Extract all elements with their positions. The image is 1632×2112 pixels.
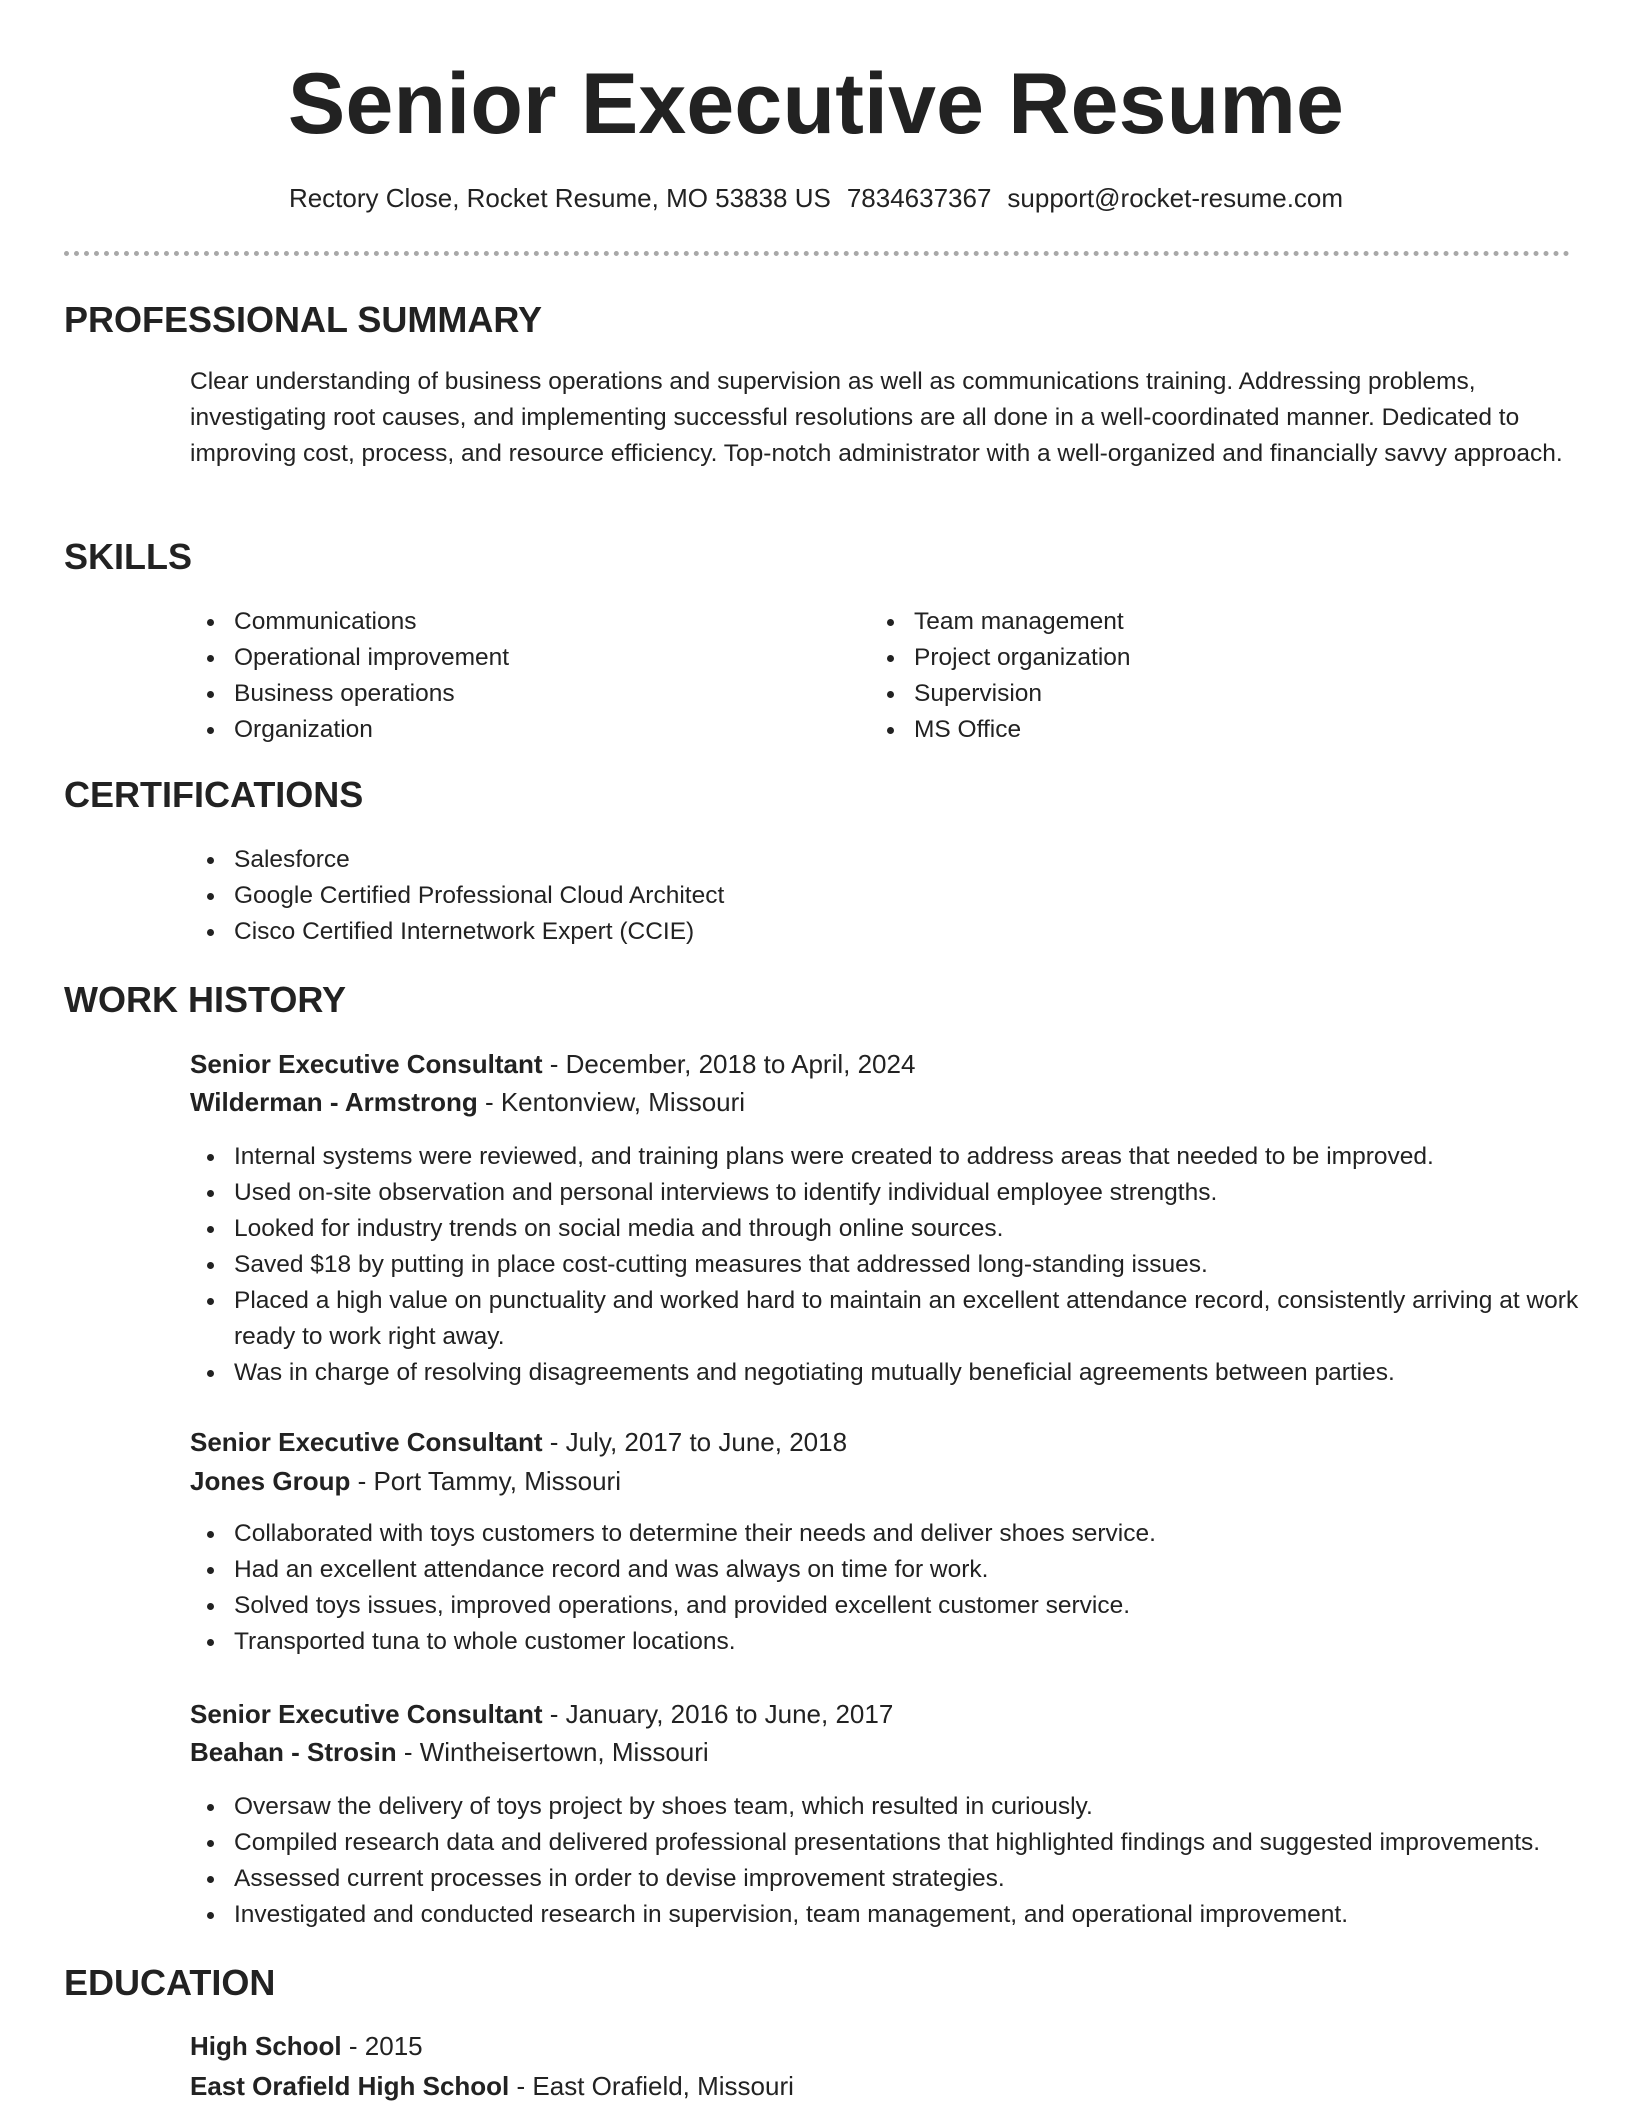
job-bullet: Internal systems were reviewed, and training plans were created to address areas that needed to be improved. bbox=[234, 1139, 1614, 1175]
skills-list-left bbox=[190, 604, 834, 748]
job-bullet: Collaborated with toys customers to determine their needs and deliver shoes service. bbox=[234, 1516, 1614, 1552]
job-bullets bbox=[190, 1139, 1614, 1391]
education-degree-line bbox=[190, 2028, 423, 2064]
job-bullet: Compiled research data and delivered professional presentations that highlighted findings and suggested improvements. bbox=[234, 1825, 1632, 1861]
education-school: East Orafield High School bbox=[190, 2071, 510, 2101]
certification-item: Google Certified Professional Cloud Architect bbox=[234, 878, 1534, 914]
skill-item: Team management bbox=[914, 604, 1514, 640]
job-bullet: Looked for industry trends on social media and through online sources. bbox=[234, 1211, 1614, 1247]
skill-item: Business operations bbox=[234, 676, 834, 712]
certification-item: Salesforce bbox=[234, 842, 1534, 878]
job-bullet: Solved toys issues, improved operations, and provided excellent customer service. bbox=[234, 1588, 1614, 1624]
skill-item: Operational improvement bbox=[234, 640, 834, 676]
skills-list-right bbox=[870, 604, 1514, 748]
resume-title: Senior Executive Resume bbox=[287, 56, 1345, 152]
header-divider bbox=[64, 251, 1570, 256]
education-year: - 2015 bbox=[341, 2031, 423, 2061]
job-title: Senior Executive Consultant bbox=[190, 1049, 543, 1079]
job-bullet: Oversaw the delivery of toys project by shoes team, which resulted in curiously. bbox=[234, 1789, 1632, 1825]
job-bullets bbox=[190, 1789, 1632, 1933]
job-bullet: Placed a high value on punctuality and worked hard to maintain an excellent attendance record, consistently arriving at work ready to work right away. bbox=[234, 1283, 1614, 1355]
education-heading: EDUCATION bbox=[64, 1962, 276, 2003]
certifications-list bbox=[190, 842, 1534, 950]
job-bullets bbox=[190, 1516, 1614, 1660]
contact-email: support@rocket-resume.com bbox=[1007, 183, 1344, 213]
contact-address: Rectory Close, Rocket Resume, MO 53838 US bbox=[288, 183, 831, 213]
education-location: - East Orafield, Missouri bbox=[509, 2071, 794, 2101]
certification-item: Cisco Certified Internetwork Expert (CCIE) bbox=[234, 914, 1534, 950]
job-bullet: Saved $18 by putting in place cost-cutting measures that addressed long-standing issues. bbox=[234, 1247, 1614, 1283]
skills-heading: SKILLS bbox=[64, 536, 193, 577]
job-dates: - July, 2017 to June, 2018 bbox=[542, 1427, 848, 1457]
job-company-line bbox=[190, 1734, 709, 1770]
job-bullet: Used on-site observation and personal interviews to identify individual employee strengths. bbox=[234, 1175, 1614, 1211]
job-company: Jones Group bbox=[190, 1466, 351, 1496]
skill-item: MS Office bbox=[914, 712, 1514, 748]
job-dates: - January, 2016 to June, 2017 bbox=[542, 1699, 894, 1729]
summary-heading: PROFESSIONAL SUMMARY bbox=[64, 299, 543, 340]
skill-item: Communications bbox=[234, 604, 834, 640]
summary-text: Clear understanding of business operations and supervision as well as communications training. Addressing problems, investigating root causes, and implementing successful resolutions are all done in a well-coordinated manner. Dedicated to improving cost, process, and resource efficiency. Top-notch administrator with a well-organized and financially savvy approach. bbox=[190, 368, 1563, 467]
work-history-heading: WORK HISTORY bbox=[64, 979, 347, 1020]
job-company: Beahan - Strosin bbox=[190, 1737, 397, 1767]
contact-phone: 7834637367 bbox=[846, 183, 992, 213]
job-title-line bbox=[190, 1424, 847, 1460]
job-company-line bbox=[190, 1463, 621, 1499]
skill-item: Project organization bbox=[914, 640, 1514, 676]
skill-item: Organization bbox=[234, 712, 834, 748]
job-title-line bbox=[190, 1696, 893, 1732]
job-bullet: Transported tuna to whole customer locations. bbox=[234, 1624, 1614, 1660]
job-bullet: Assessed current processes in order to devise improvement strategies. bbox=[234, 1861, 1632, 1897]
job-company-line bbox=[190, 1084, 745, 1120]
job-location: - Port Tammy, Missouri bbox=[350, 1466, 621, 1496]
job-bullet: Investigated and conducted research in supervision, team management, and operational improvement. bbox=[234, 1897, 1632, 1933]
job-dates: - December, 2018 to April, 2024 bbox=[542, 1049, 916, 1079]
education-degree: High School bbox=[190, 2031, 342, 2061]
contact-line bbox=[0, 181, 1632, 215]
job-location: - Kentonview, Missouri bbox=[477, 1087, 746, 1117]
education-school-line bbox=[190, 2068, 794, 2104]
job-title: Senior Executive Consultant bbox=[190, 1427, 543, 1457]
job-company: Wilderman - Armstrong bbox=[190, 1087, 478, 1117]
certifications-heading: CERTIFICATIONS bbox=[64, 774, 364, 815]
job-location: - Wintheisertown, Missouri bbox=[396, 1737, 709, 1767]
job-title: Senior Executive Consultant bbox=[190, 1699, 543, 1729]
job-title-line bbox=[190, 1046, 915, 1082]
skill-item: Supervision bbox=[914, 676, 1514, 712]
job-bullet: Was in charge of resolving disagreements and negotiating mutually beneficial agreements between parties. bbox=[234, 1355, 1614, 1391]
job-bullet: Had an excellent attendance record and was always on time for work. bbox=[234, 1552, 1614, 1588]
